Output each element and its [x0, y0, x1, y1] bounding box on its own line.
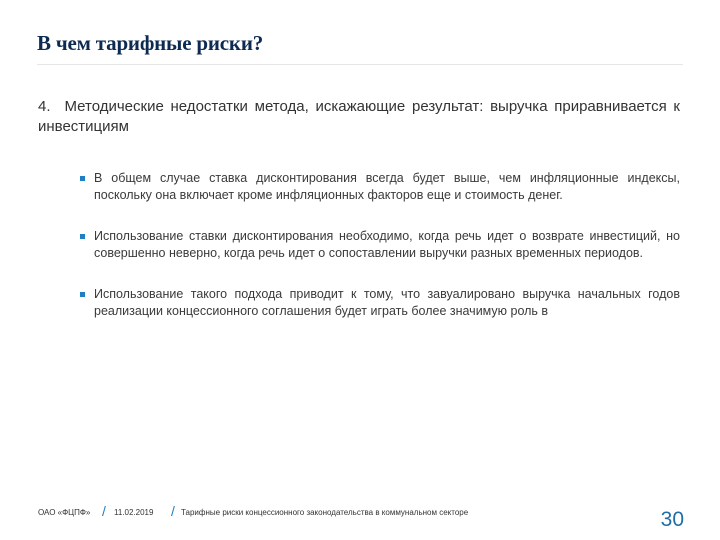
page-number: 30	[660, 508, 684, 531]
point-number: 4.	[38, 98, 51, 115]
point-text: Методические недостатки метода, искажающие результат: выручка приравнивается к инвестициям	[38, 98, 680, 135]
footer-separator: /	[171, 503, 175, 519]
square-bullet-icon	[80, 176, 85, 181]
footer-caption: Тарифные риски концессионного законодательства в коммунальном секторе	[181, 508, 469, 517]
slide-footer	[38, 502, 684, 531]
point-paragraph	[38, 97, 680, 137]
bullet-list	[80, 170, 680, 344]
bullet-text: Использование ставки дисконтирования необходимо, когда речь идет о возврате инвестиций, но совершенно неверно, когда речь идет о сопоставлении выручки разных временных периодов.	[94, 229, 680, 260]
bullet-text: В общем случае ставка дисконтирования всегда будет выше, чем инфляционные индексы, поскольку она включает кроме инфляционных факторов еще и стоимость денег.	[94, 171, 680, 202]
footer-separator: /	[102, 503, 106, 519]
list-item	[80, 228, 680, 262]
bullet-text: Использование такого подхода приводит к тому, что завуалировано выручка начальных годов реализации концессионного соглашения будет играть более значимую роль в	[94, 287, 680, 318]
slide-title: В чем тарифные риски?	[37, 31, 264, 55]
list-item	[80, 170, 680, 204]
square-bullet-icon	[80, 292, 85, 297]
list-item	[80, 286, 680, 320]
title-divider	[37, 64, 683, 65]
square-bullet-icon	[80, 234, 85, 239]
footer-date: 11.02.2019	[114, 508, 154, 517]
footer-organization: ОАО «ФЦПФ»	[38, 508, 91, 517]
